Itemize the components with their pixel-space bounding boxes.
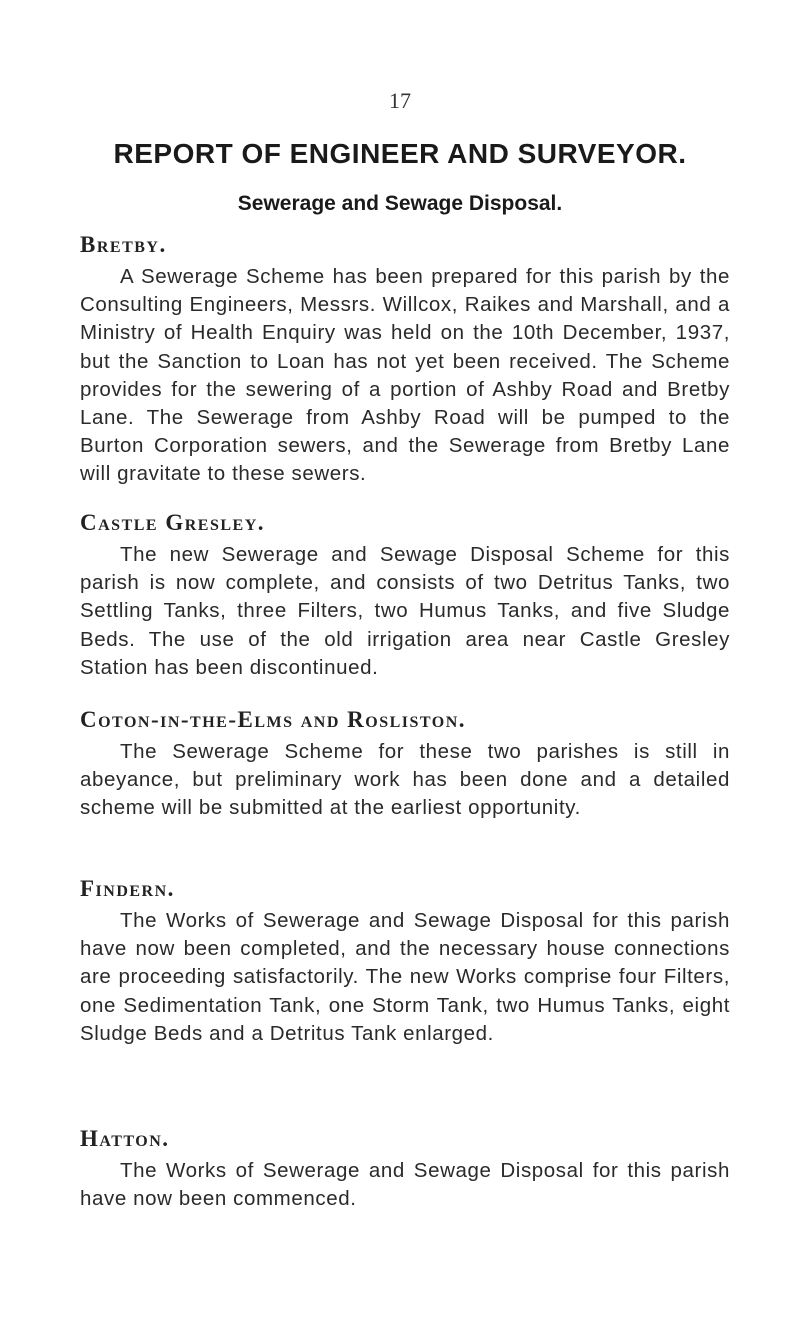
report-title: REPORT OF ENGINEER AND SURVEYOR. xyxy=(113,138,687,169)
section-title: Sewerage and Sewage Disposal. xyxy=(237,192,563,215)
parish-paragraph: A Sewerage Scheme has been prepared for this parish by the Consulting Engineers, Messrs. Willcox, Raikes and Marshall, and a Ministry of Health Enquiry was held on the 10th December, 1937, but the Sanction to Loan has not yet been received. The Scheme provides for the sewering of a portion of Ashby Road and Bretby Lane. The Sewerage from Ashby Road will be pumped to the Burton Corporation sewers, and the Sewerage from Bretby Lane will gravitate to these sewers. xyxy=(80,265,730,486)
parish-section-bretby xyxy=(80,230,730,489)
parish-heading: Castle Gresley. xyxy=(80,510,265,535)
parish-heading: Bretby. xyxy=(80,232,167,257)
parish-heading: Coton-in-the-Elms and Rosliston. xyxy=(80,707,467,732)
parish-heading: Hatton. xyxy=(80,1126,170,1151)
parish-paragraph: The Works of Sewerage and Sewage Disposal for this parish have now been commenced. xyxy=(80,1159,730,1211)
parish-paragraph: The Works of Sewerage and Sewage Disposal for this parish have now been completed, and the necessary house connections are proceeding satisfactorily. The new Works comprise four Filters, one Sedimentation Tank, one Storm Tank, two Humus Tanks, eight Sludge Beds and a Detritus Tank enlarged. xyxy=(80,909,730,1045)
parish-paragraph: The Sewerage Scheme for these two parishes is still in abeyance, but preliminary work has been done and a detailed scheme will be submitted at the earliest opportunity. xyxy=(80,740,730,820)
parish-section-hatton xyxy=(80,1124,730,1213)
parish-paragraph: The new Sewerage and Sewage Disposal Scheme for this parish is now complete, and consists of two Detritus Tanks, two Settling Tanks, three Filters, two Humus Tanks, and five Sludge Beds. The use of the old irrigation area near Castle Gresley Station has been discontinued. xyxy=(80,543,730,679)
parish-section-findern xyxy=(80,874,730,1048)
parish-heading: Findern. xyxy=(80,876,175,901)
parish-section-castle-gresley xyxy=(80,508,730,682)
parish-section-coton-rosliston xyxy=(80,705,730,823)
page-number: 17 xyxy=(389,88,411,113)
